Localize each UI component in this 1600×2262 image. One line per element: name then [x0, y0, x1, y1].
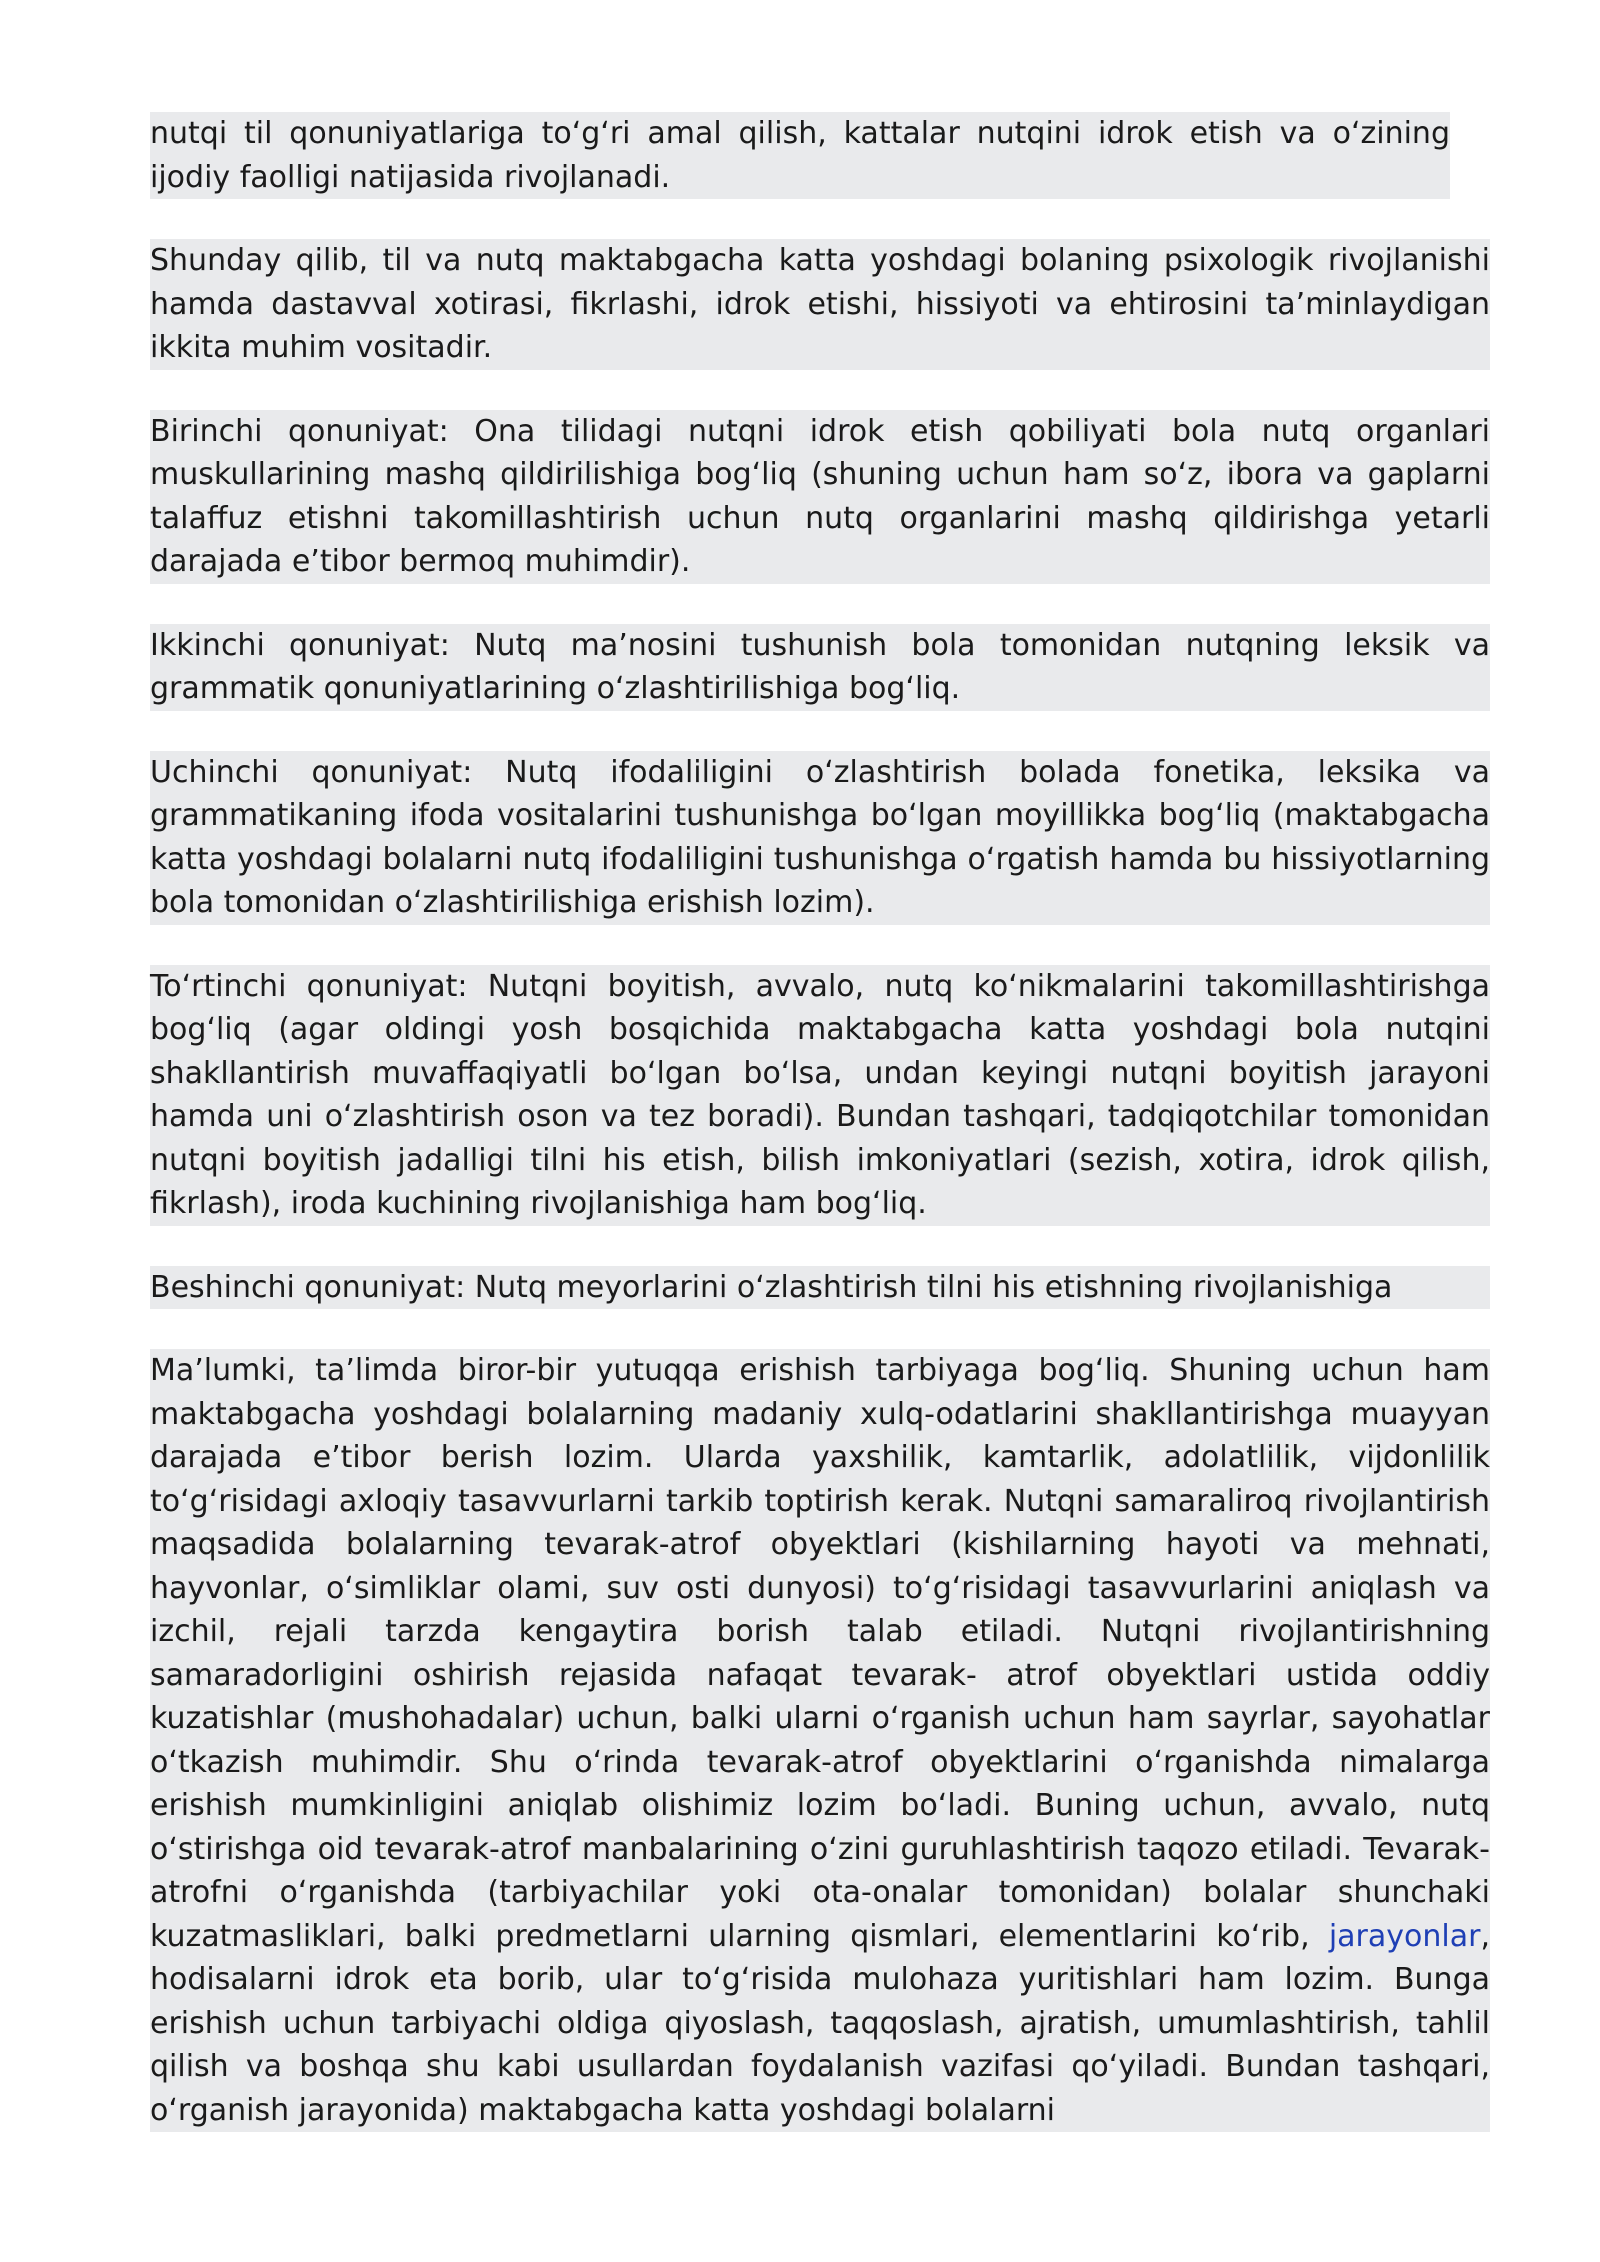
paragraph-summary: Shunday qilib, til va nutq maktabgacha katta yoshdagi bolaning psixologik rivojlanishi hamda dastavval xotirasi, fikrlashi, idrok etishi, hissiyoti va ehtirosini ta’minlaydigan ikkita muhim vositadir.	[150, 239, 1490, 370]
paragraph-education	[150, 1349, 1490, 2132]
paragraph-law-1: Birinchi qonuniyat: Ona tilidagi nutqni idrok etish qobiliyati bola nutq organlari muskullarining mashq qildirilishiga bog‘liq (shuning uchun ham so‘z, ibora va gaplarni talaffuz etishni takomillashtirish uchun nutq organlarini mashq qildirishga yetarli darajada e’tibor bermoq muhimdir).	[150, 410, 1490, 584]
document-page	[150, 112, 1490, 2132]
paragraph-education-text-end: , hodisalarni idrok eta borib, ular to‘g‘risida mulohaza yuritishlari ham lozim. Bunga erishish uchun tarbiyachi oldiga qiyoslash, taqqoslash, ajratish, umumlashtirish, tahlil qilish va boshqa shu kabi usullardan foydalanish vazifasi qo‘yiladi. Bundan tashqari, o‘rganish jarayonida) maktabgacha katta yoshdagi bolalarni	[150, 1918, 1490, 2128]
paragraph-law-4: To‘rtinchi qonuniyat: Nutqni boyitish, avvalo, nutq ko‘nikmalarini takomillashtirishga bog‘liq (agar oldingi yosh bosqichida maktabgacha katta yoshdagi bola nutqini shakllantirish muvaffaqiyatli bo‘lgan bo‘lsa, undan keyingi nutqni boyitish jarayoni hamda uni o‘zlashtirish oson va tez boradi). Bundan tashqari, tadqiqotchilar tomonidan nutqni boyitish jadalligi tilni his etish, bilish imkoniyatlari (sezish, xotira, idrok qilish, fikrlash), iroda kuchining rivojlanishiga ham bog‘liq.	[150, 965, 1490, 1226]
paragraph-law-5: Beshinchi qonuniyat: Nutq meyorlarini o‘zlashtirish tilni his etishning rivojlanishiga	[150, 1266, 1490, 1310]
paragraph-law-3: Uchinchi qonuniyat: Nutq ifodaliligini o‘zlashtirish bolada fonetika, leksika va grammatikaning ifoda vositalarini tushunishga bo‘lgan moyillikka bog‘liq (maktabgacha katta yoshdagi bolalarni nutq ifodaliligini tushunishga o‘rgatish hamda bu hissiyotlarning bola tomonidan o‘zlashtirilishiga erishish lozim).	[150, 751, 1490, 925]
paragraph-intro: nutqi til qonuniyatlariga to‘g‘ri amal qilish, kattalar nutqini idrok etish va o‘zining ijodiy faolligi natijasida rivojlanadi.	[150, 112, 1450, 199]
paragraph-law-2: Ikkinchi qonuniyat: Nutq ma’nosini tushunish bola tomonidan nutqning leksik va grammatik qonuniyatlarining o‘zlashtirilishiga bog‘liq.	[150, 624, 1490, 711]
paragraph-education-text-start: Ma’lumki, ta’limda biror-bir yutuqqa erishish tarbiyaga bog‘liq. Shuning uchun ham maktabgacha yoshdagi bolalarning madaniy xulq-odatlarini shakllantirishga muayyan darajada e’tibor berish lozim. Ularda yaxshilik, kamtarlik, adolatlilik, vijdonlilik to‘g‘risidagi axloqiy tasavvurlarni tarkib toptirish kerak. Nutqni samaraliroq rivojlantirish maqsadida bolalarning tevarak-atrof obyektlari (kishilarning hayoti va mehnati, hayvonlar, o‘simliklar olami, suv osti dunyosi) to‘g‘risidagi tasavvurlarini aniqlash va izchil, rejali tarzda kengaytira borish talab etiladi. Nutqni rivojlantirishning samaradorligini oshirish rejasida nafaqat tevarak- atrof obyektlari ustida oddiy kuzatishlar (mushohadalar) uchun, balki ularni o‘rganish uchun ham sayrlar, sayohatlar o‘tkazish muhimdir. Shu o‘rinda tevarak-atrof obyektlarini o‘rganishda nimalarga erishish mumkinligini aniqlab olishimiz lozim bo‘ladi. Buning uchun, avvalo, nutq o‘stirishga oid tevarak-atrof manbalarining o‘zini guruhlashtirish taqozo etiladi. Tevarak-atrofni o‘rganishda (tarbiyachilar yoki ota-onalar tomonidan) bolalar shunchaki kuzatmasliklari, balki predmetlarni ularning qismlari, elementlarini ko‘rib,	[150, 1353, 1490, 1954]
jarayonlar-link[interactable]: jarayonlar	[1328, 1918, 1481, 1954]
